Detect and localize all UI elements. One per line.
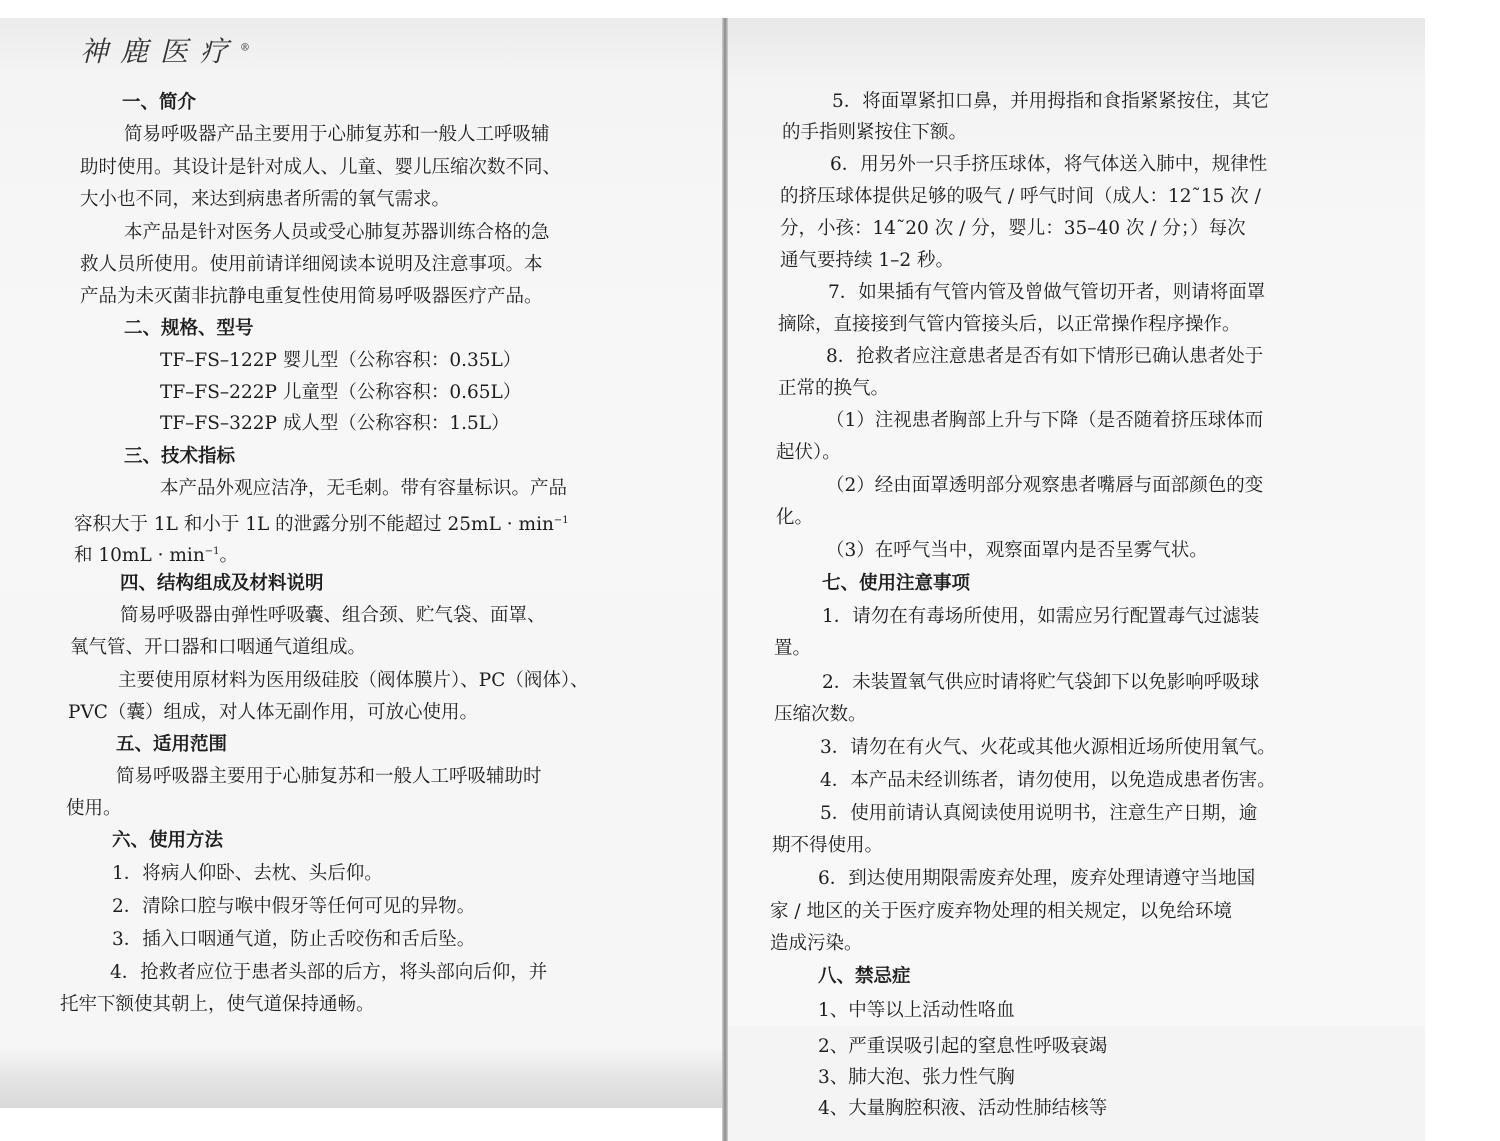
- brand-logo: 神鹿医疗®: [80, 35, 251, 68]
- list-item: 压缩次数。: [774, 704, 867, 725]
- list-item: 摘除，直接接到气管内管接头后，以正常操作程序操作。: [778, 314, 1241, 335]
- list-item: 正常的换气。: [778, 378, 890, 399]
- list-item: 7．如果插有气管内管及曾做气管切开者，则请将面罩: [828, 282, 1266, 303]
- list-item: 3．请勿在有火气、火花或其他火源相近场所使用氧气。: [820, 737, 1276, 758]
- list-item: 家 / 地区的关于医疗废弃物处理的相关规定，以免给环境: [770, 901, 1232, 922]
- model-line: TF–FS–222P 儿童型（公称容积：0.65L）: [160, 382, 522, 403]
- list-item: 造成污染。: [770, 933, 863, 954]
- list-item: （1）注视患者胸部上升与下降（是否随着挤压球体而: [826, 410, 1264, 431]
- list-item: 托牢下额使其朝上，使气道保持通畅。: [60, 994, 375, 1015]
- list-item: 置。: [774, 638, 812, 659]
- list-item: 3．插入口咽通气道，防止舌咬伤和舌后坠。: [112, 929, 476, 950]
- list-item: 的手指则紧按住下额。: [782, 122, 968, 143]
- section-title-usage: 六、使用方法: [112, 830, 224, 851]
- list-item: 3、肺大泡、张力性气胸: [818, 1067, 1015, 1088]
- list-item: 4．抢救者应位于患者头部的后方，将头部向后仰，并: [110, 962, 548, 983]
- page-fold: [722, 18, 728, 1141]
- paragraph-line: 本产品是针对医务人员或受心肺复苏器训练合格的急: [124, 222, 550, 243]
- list-item: 分，小孩：14˜20 次 / 分，婴儿：35–40 次 / 分；）每次: [780, 218, 1246, 239]
- list-item: （2）经由面罩透明部分观察患者嘴唇与面部颜色的变: [826, 475, 1264, 496]
- paragraph-line: 助时使用。其设计是针对成人、儿童、婴儿压缩次数不同、: [80, 157, 562, 178]
- section-title-structure: 四、结构组成及材料说明: [120, 573, 324, 594]
- list-item: 的挤压球体提供足够的吸气 / 呼气时间（成人：12˜15 次 /: [780, 186, 1261, 207]
- section-title-scope: 五、适用范围: [116, 734, 228, 755]
- list-item: 2．未装置氧气供应时请将贮气袋卸下以免影响呼吸球: [822, 672, 1260, 693]
- model-line: TF–FS–322P 成人型（公称容积：1.5L）: [160, 413, 510, 434]
- paragraph-line: 简易呼吸器主要用于心肺复苏和一般人工呼吸辅助时: [116, 766, 542, 787]
- list-item: 2、严重误吸引起的窒息性呼吸衰竭: [818, 1036, 1108, 1057]
- list-item: 5．使用前请认真阅读使用说明书，注意生产日期，逾: [820, 803, 1258, 824]
- list-item: 5．将面罩紧扣口鼻，并用拇指和食指紧紧按住，其它: [832, 91, 1270, 112]
- section-title-precautions: 七、使用注意事项: [822, 573, 971, 594]
- list-item: 化。: [776, 507, 814, 528]
- section-title-spec: 二、规格、型号: [124, 318, 254, 339]
- list-item: 1、中等以上活动性咯血: [818, 1000, 1015, 1021]
- list-item: 4、大量胸腔积液、活动性肺结核等: [818, 1098, 1108, 1119]
- paragraph-line: 简易呼吸器产品主要用于心肺复苏和一般人工呼吸辅: [124, 124, 550, 145]
- list-item: （3）在呼气当中，观察面罩内是否呈雾气状。: [826, 540, 1208, 561]
- list-item: 6．用另外一只手挤压球体，将气体送入肺中，规律性: [830, 154, 1268, 175]
- list-item: 4．本产品未经训练者，请勿使用，以免造成患者伤害。: [820, 770, 1276, 791]
- list-item: 期不得使用。: [772, 835, 884, 856]
- paragraph-line: PVC（囊）组成，对人体无副作用，可放心使用。: [68, 702, 478, 723]
- paragraph-line: 和 $10mL \cdot \min^{-1}$。: [74, 545, 239, 567]
- paragraph-line: 主要使用原材料为医用级硅胶（阀体膜片）、PC（阀体）、: [118, 670, 589, 691]
- paragraph-line: 简易呼吸器由弹性呼吸囊、组合颈、贮气袋、面罩、: [120, 605, 546, 626]
- paragraph-line: 氧气管、开口器和口咽通气道组成。: [70, 637, 367, 658]
- list-item: 8．抢救者应注意患者是否有如下情形已确认患者处于: [826, 346, 1264, 367]
- section-title-intro: 一、简介: [122, 92, 197, 113]
- model-line: TF–FS–122P 婴儿型（公称容积：0.35L）: [160, 350, 522, 371]
- list-item: 2．清除口腔与喉中假牙等任何可见的异物。: [112, 896, 476, 917]
- section-title-tech: 三、技术指标: [124, 446, 236, 467]
- paragraph-line: 使用。: [66, 798, 122, 819]
- list-item: 通气要持续 1–2 秒。: [780, 250, 955, 271]
- paragraph-line: 容积大于 1L 和小于 1L 的泄露分别不能超过 $25mL \cdot \min^{-1}$: [74, 514, 569, 536]
- paragraph-line: 本产品外观应洁净，无毛刺。带有容量标识。产品: [160, 478, 568, 499]
- paragraph-line: 救人员所使用。使用前请详细阅读本说明及注意事项。本: [80, 254, 543, 275]
- list-item: 1．请勿在有毒场所使用，如需应另行配置毒气过滤装: [822, 606, 1260, 627]
- paragraph-line: 产品为未灭菌非抗静电重复性使用简易呼吸器医疗产品。: [80, 286, 543, 307]
- list-item: 6．到达使用期限需废弃处理，废弃处理请遵守当地国: [818, 868, 1256, 889]
- list-item: 1．将病人仰卧、去枕、头后仰。: [112, 863, 383, 884]
- section-title-contraindications: 八、禁忌症: [818, 966, 911, 987]
- paragraph-line: 大小也不同，来达到病患者所需的氧气需求。: [80, 189, 451, 210]
- list-item: 起伏）。: [776, 442, 841, 463]
